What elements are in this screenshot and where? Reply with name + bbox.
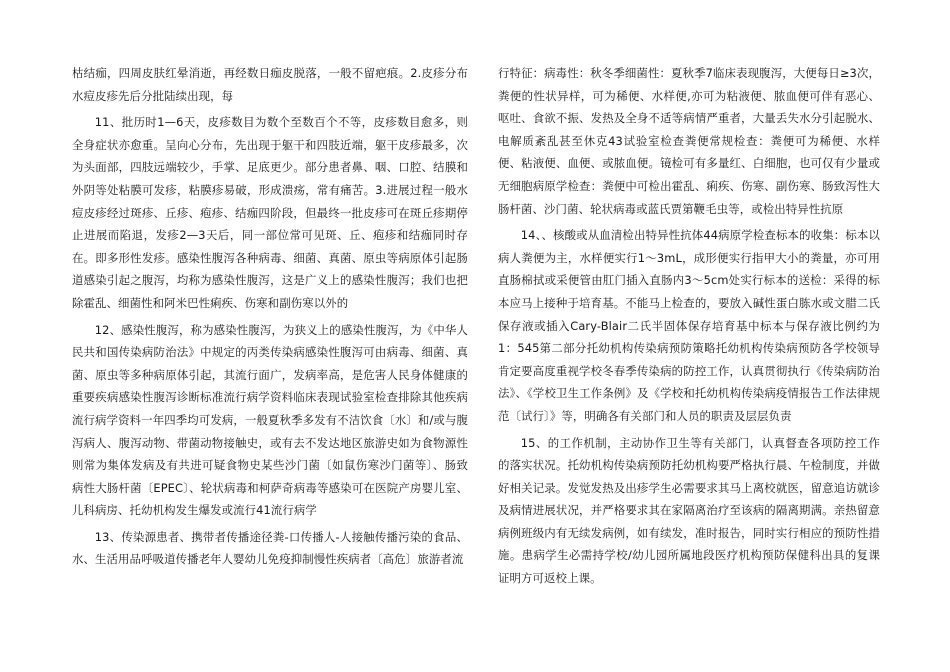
- paragraph-12: 12、感染性腹泻，称为感染性腹泻，为狭义上的感染性腹泻，为《中华人民共和国传染病防治法》中规定的丙类传染病感染性腹泻可由病毒、细菌、真菌、原虫等多种病原体引起，其流行面广，发病率高，是危害人民身体健康的重要疾病感染性腹泻诊断标准流行病学资料临床表现试验室检查排除其他疾病流行病学资料一年四季均可发病，一般夏秋季多发有不洁饮食〔水〕和/或与腹泻病人、腹泻动物、带菌动物接触史，或有去不发达地区旅游史如为食物源性则常为集体发病及有共进可疑食物史某些沙门菌〔如鼠伤寒沙门菌等〕、肠致病性大肠杆菌〔EPEC〕、轮状病毒和柯萨奇病毒等感染可在医院产房婴儿室、儿科病房、托幼机构发生爆发或流行41流行病学: [72, 322, 468, 518]
- paragraph-15: 15、的工作机制，主动协作卫生等有关部门，认真督查各项防控工作的落实状况。托幼机构传染病预防托幼机构要严格执行晨、午检制度，并做好相关记录。发觉发热及出疹学生必需要求其马上离校就医，留意追访就诊及病情进展状况，并严格要求其在家隔离治疗至该病的隔离期满。亲热留意病例班级内有无续发病例，如有续发，准时报告，同时实行相应的预防性措施。患病学生必需持学校/幼儿园所属地段医疗机构预防保健科出具的复课证明方可返校上课。: [498, 435, 880, 586]
- left-column: [72, 62, 468, 575]
- paragraph-11: 11、批历时1—6天，皮疹数目为数个至数百个不等，皮疹数目愈多，则全身症状亦愈重。呈向心分布，先出现于躯干和四肢近端，躯干皮疹最多，次为头面部，四肢远端较少，手掌、足底更少。部分患者鼻、咽、口腔、结膜和外阴等处粘膜可发疹，粘膜疹易破，形成溃疡，常有痛苦。3.进展过程一般水痘皮疹经过斑疹、丘疹、疱疹、结痂四阶段，但最终一批皮疹可在斑丘疹期停止进展而陷退，发疹2—3天后，同一部位常可见斑、丘、疱疹和结痂同时存在。即多形性发疹。感染性腹泻各种病毒、细菌、真菌、原虫等病原体引起肠道感染引起之腹泻，均称为感染性腹泻，这是广义上的感染性腹泻；我们也把除霍乱、细菌性和阿米巴性痢疾、伤寒和副伤寒以外的: [72, 115, 468, 310]
- paragraph-14: 14、、核酸或从血清检出特异性抗体44病原学检查标本的收集：标本以病人粪便为主，水样便实行1～3mL，成形便实行指甲大小的粪量，亦可用直肠棉拭或采便管由肛门插入直肠内3～5cm处实行标本的送检：采得的标本应马上接种于培育基。不能马上检查的，要放入碱性蛋白胨水或文腊二氏保存液或插入Cary-Blair二氏半固体保存培育基中标本与保存液比例约为1：545第二部分托幼机构传染病预防策略托幼机构传染病预防各学校领导肯定要高度重视学校冬春季传染病的防控工作，认真贯彻执行《传染病防治法》、《学校卫生工作条例》及《学校和托幼机构传染病疫情报告工作法律规范〔试行〕》等，明确各有关部门和人员的职责及层层负责: [498, 228, 880, 423]
- paragraph-13: 13、传染源患者、携带者传播途径粪-口传播人-人接触传播污染的食品、水、生活用品呼吸道传播老年人婴幼儿免疫抑制慢性疾病者〔高危〕旅游者流: [72, 529, 468, 567]
- paragraph-continuation: 枯结痂，四周皮肤红晕消逝，再经数日痂皮脱落，一般不留疤痕。2.皮疹分布水痘皮疹先后分批陆续出现，每: [72, 66, 468, 103]
- paragraph-13-continuation: 行特征：病毒性：秋冬季细菌性：夏秋季7临床表现腹泻，大便每日≥3次，粪便的性状异样，可为稀便、水样便,亦可为粘液便、脓血便可伴有恶心、呕吐、食欲不振、发热及全身不适等病情严重者，大量丢失水分引起脱水、电解质紊乱甚至休克43试验室检查粪便常规检查：粪便可为稀便、水样便、粘液便、血便、或脓血便。镜检可有多量红、白细胞，也可仅有少量或无细胞病原学检查：粪便中可检出霍乱、痢疾、伤寒、副伤寒、肠致泻性大肠杆菌、沙门菌、轮状病毒或蓝氏贾第鞭毛虫等，或检出特异性抗原: [498, 66, 880, 216]
- right-column: [498, 62, 880, 594]
